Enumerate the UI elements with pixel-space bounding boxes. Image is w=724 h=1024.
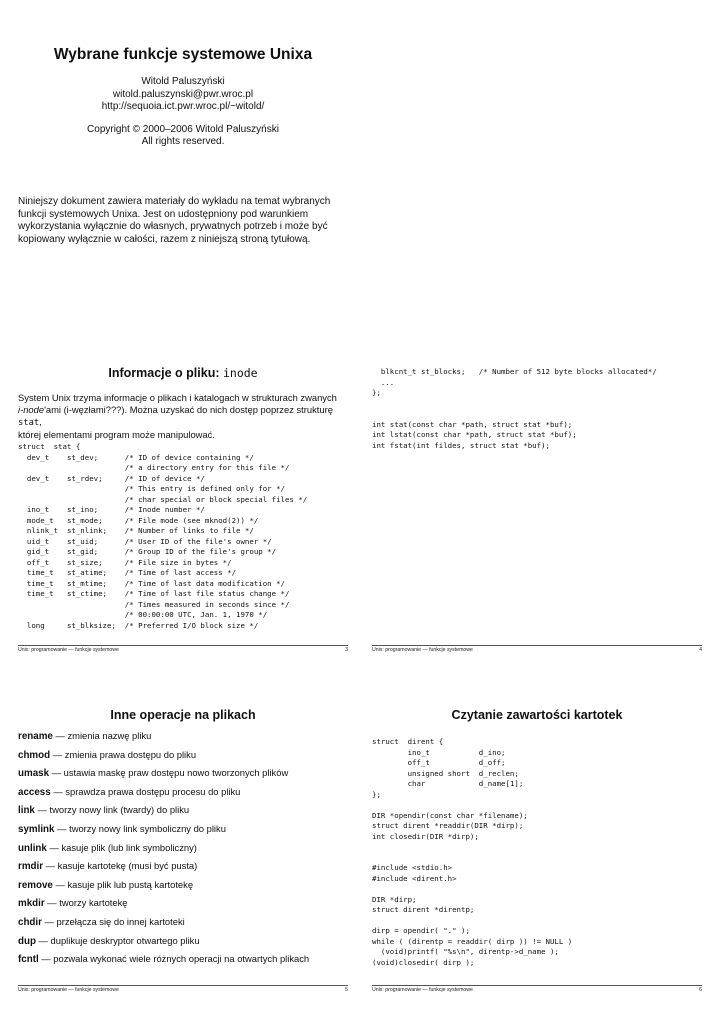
command-name: chmod — [18, 749, 51, 761]
slide-page-6 — [372, 680, 710, 1000]
list-item — [18, 730, 352, 749]
command-name: chdir — [18, 916, 42, 928]
inode-description-text: 'ami (i-węzłami???). Można uzyskać do nich dostęp poprzez strukturę — [44, 404, 333, 415]
title-page — [18, 0, 356, 330]
command-name: link — [18, 805, 35, 817]
command-name: dup — [18, 935, 36, 947]
slide-title-code: inode — [222, 366, 258, 380]
page-number: 6 — [699, 987, 702, 993]
list-item — [18, 767, 352, 786]
list-item — [18, 916, 352, 935]
list-item — [18, 842, 352, 861]
rights-line: All rights reserved. — [141, 136, 225, 147]
command-description: — pozwala wykonać wiele różnych operacji na otwartych plikach — [38, 953, 310, 965]
command-description: — tworzy nowy link symboliczny do pliku — [54, 822, 226, 834]
page-number: 5 — [345, 987, 348, 993]
stat-struct-name: stat — [18, 418, 40, 428]
author-url[interactable]: http://sequoia.ict.pwr.wroc.pl/~witold/ — [101, 101, 265, 112]
list-item — [18, 804, 352, 823]
page-footer — [372, 647, 702, 653]
slide-title-text: Informacje o pliku: — [108, 366, 223, 380]
copyright-line: Copyright © 2000–2006 Witold Paluszyński — [87, 123, 279, 135]
file-operations-list — [18, 730, 352, 972]
inode-description-line-1: System Unix trzyma informacje o plikach i katalogach w strukturach zwanych — [18, 392, 337, 403]
slide-title-directories: Czytanie zawartości kartotek — [451, 708, 623, 722]
author-email[interactable]: witold.paluszynski@pwr.wroc.pl — [112, 88, 254, 100]
command-description: — sprawdza prawa dostępu procesu do pliku — [50, 785, 241, 797]
dirent-code: struct dirent { ino_t d_ino; off_t d_off; unsigned short d_reclen; char d_name[1]; }; DIR *opendir(const char *filename); struct dirent *readdir(DIR *dirp); int closedir(DIR *dirp); #include <stdio.h> #include <dirent.h> DIR *dirp; struct dirent *direntp; dirp = opendir( "." ); while ( (direntp = readdir( dirp )) != NULL ) (void)printf( "%s\n", direntp->d_name ); (void)closedir( dirp ); — [372, 737, 573, 967]
list-item — [18, 897, 352, 916]
stat-functions-code: blkcnt_t st_blocks; /* Number of 512 byte blocks allocated*/ ... }; int stat(const char *path, struct stat *buf); int lstat(const char *path, struct stat *buf); int fstat(int fildes, struct stat *buf); — [372, 367, 657, 450]
footer-rule — [18, 645, 348, 646]
slide-page-4 — [372, 340, 710, 660]
command-name: mkdir — [18, 898, 45, 910]
command-description: — zmienia nazwę pliku — [52, 730, 152, 741]
list-item — [18, 935, 352, 954]
command-description: — kasuje plik lub pustą kartotekę — [52, 878, 194, 890]
footer-rule — [18, 985, 348, 986]
command-name: rmdir — [18, 861, 44, 873]
command-name: remove — [18, 879, 53, 891]
command-description: — kasuje kartotekę (musi być pusta) — [43, 860, 198, 872]
list-item — [18, 749, 352, 768]
command-name: fcntl — [18, 954, 39, 966]
command-name: umask — [18, 768, 50, 780]
command-description: — przełącza się do innej kartoteki — [41, 915, 185, 927]
inode-description-line-3: której elementami program może manipulować. — [18, 429, 215, 440]
footer-text: Unix: programowanie — funkcje systemowe — [372, 647, 473, 653]
page-number: 3 — [345, 647, 348, 653]
inode-description-line-2 — [18, 404, 352, 429]
command-name: symlink — [18, 823, 55, 835]
page-number: 4 — [699, 647, 702, 653]
author-block — [18, 76, 348, 149]
command-name: access — [18, 786, 51, 798]
footer-rule — [372, 985, 702, 986]
footer-text: Unix: programowanie — funkcje systemowe — [18, 987, 119, 993]
slide-title-file-ops: Inne operacje na plikach — [110, 708, 256, 722]
document-title: Wybrane funkcje systemowe Unixa — [53, 46, 313, 63]
slide-title-inode — [18, 366, 348, 380]
author-name: Witold Paluszyński — [141, 76, 225, 87]
command-description: — tworzy kartotekę — [44, 897, 128, 909]
inode-term: i-node — [18, 404, 45, 415]
list-item — [18, 823, 352, 842]
footer-rule — [372, 645, 702, 646]
stat-struct-code: struct stat { dev_t st_dev; /* ID of device containing */ /* a directory entry for this file */ dev_t st_rdev; /* ID of device */ /* This entry is defined only for */ /* char special or block special files */ ino_t st_ino; /* Inode number */ mode_t st_mode; /* File mode (see mknod(2)) */ nlink_t st_nlink; /* Number of links to file */ uid_t st_uid; /* User ID of the file's owner */ gid_t st_gid; /* Group ID of the file's group */ off_t st_size; /* File size in bytes */ time_t st_atime; /* Time of last access */ time_t st_mtime; /* Time of last data modification */ time_t st_ctime; /* Time of last file status change */ /* Times measured in seconds since */ /* 00:00:00 UTC, Jan. 1, 1970 */ long st_blksize; /* Preferred I/O block size */ — [18, 442, 308, 630]
page-footer — [18, 987, 348, 993]
slide-page-3 — [18, 340, 356, 660]
command-description: — kasuje plik (lub link symboliczny) — [46, 841, 197, 853]
footer-text: Unix: programowanie — funkcje systemowe — [372, 987, 473, 993]
list-item — [18, 860, 352, 879]
slide-page-5 — [18, 680, 356, 1000]
inode-description — [18, 392, 352, 441]
page-footer — [18, 647, 348, 653]
command-description: — zmienia prawa dostępu do pliku — [50, 748, 197, 760]
inode-description-comma: , — [39, 416, 42, 427]
list-item — [18, 879, 352, 898]
command-description: — tworzy nowy link (twardy) do pliku — [34, 804, 190, 816]
command-name: rename — [18, 731, 53, 742]
page-footer — [372, 987, 702, 993]
abstract-paragraph: Niniejszy dokument zawiera materiały do wykładu na temat wybranych funkcji systemowych Unixa. Jest on udostępniony pod warunkiem wykorzystania wyłącznie do własnych, prywatnych potrzeb i może być kopiowany wyłącznie w całości, razem z niniejszą stroną tytułową. — [18, 196, 331, 245]
command-name: unlink — [18, 842, 47, 854]
list-item — [18, 953, 352, 972]
command-description: — duplikuje deskryptor otwartego pliku — [35, 934, 200, 946]
command-description: — ustawia maskę praw dostępu nowo tworzonych plików — [49, 767, 289, 779]
footer-text: Unix: programowanie — funkcje systemowe — [18, 647, 119, 653]
list-item — [18, 786, 352, 805]
